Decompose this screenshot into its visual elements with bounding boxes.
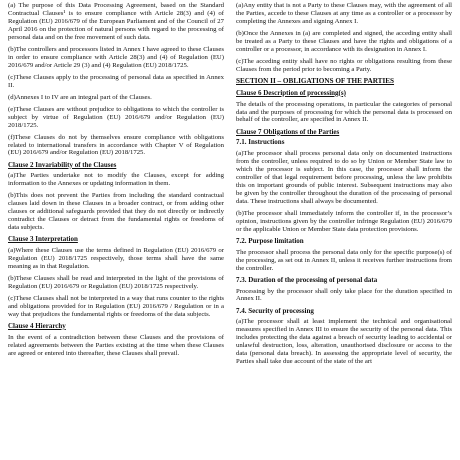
paragraph: (a)The processor shall process personal data only on documented instructions from the controller, unless required to do so by Union or Member State law to which the processor is subject. In this case, the processor shall inform the controller of that legal requirement before processing, unless the law prohibits this on important grounds of public interest. Subsequent instructions may also be given by the controller throughout the duration of the processing of personal data. These instructions shall always be documented. xyxy=(236,150,452,205)
subclause-heading: 7.2. Purpose limitation xyxy=(236,236,304,245)
section-heading: SECTION II – OBLIGATIONS OF THE PARTIES xyxy=(236,76,395,85)
paragraph: (b)The processor shall immediately inform the controller if, in the processor’s opinion, instructions given by the controller infringe Regulation (EU) 2016/679 or the applicable Union or Member State data protection provisions. xyxy=(236,209,452,233)
paragraph: (c)These Clauses shall not be interpreted in a way that runs counter to the rights and obligations provided for in Regulation (EU) 2016/679 / Regulation or in a way that prejudices the fundamental rights or freedoms of the data subjects. xyxy=(8,294,224,318)
clause-heading: Clause 4 Hierarchy xyxy=(8,321,66,330)
paragraph: (c)The acceding entity shall have no rights or obligations resulting from these Clauses from the period prior to becoming a Party. xyxy=(236,57,452,73)
subclause-heading: 7.1. Instructions xyxy=(236,138,285,147)
paragraph: In the event of a contradiction between these Clauses and the provisions of related agreements between the Parties existing at the time when these Clauses are agreed or entered into thereafter, these Clauses shall prevail. xyxy=(8,333,224,357)
paragraph: (b)The controllers and processors listed in Annex I have agreed to these Clauses in order to ensure compliance with Article 28(3) and (4) of Regulation (EU) 2016/679 and/or Article 29 (3) and (4) Regulation (EU) 2018/1725. xyxy=(8,45,224,69)
right-column xyxy=(236,2,452,460)
paragraph: (a)Where these Clauses use the terms defined in Regulation (EU) 2016/679 or Regulation (EU) 2018/1725 respectively, those terms shall have the same meaning as in that Regulation. xyxy=(8,247,224,270)
left-column xyxy=(8,2,224,460)
paragraph: (a) The purpose of this Data Processing Agreement, based on the Standard Contractual Clauses¹ is to ensure compliance with Article 28(3) and (4) of Regulation (EU) 2016/679 of the European Parliament and of the Council of 27 April 2016 on the protection of natural persons with regard to the processing of personal data and on the free movement of such data. xyxy=(8,2,224,41)
paragraph: (a)The processor shall at least implement the technical and organisational measures specified in Annex III to ensure the security of the personal data. This includes protecting the data against a breach of security leading to accidental or unlawful destruction, loss, alteration, unauthorised disclosure or access to the data (personal data breach). In assessing the appropriate level of security, the Parties shall take due account of the state of the art xyxy=(236,318,452,365)
paragraph: (b)These Clauses shall be read and interpreted in the light of the provisions of Regulation (EU) 2016/679 or Regulation (EU) 2018/1725 respectively. xyxy=(8,274,224,290)
paragraph: The processor shall process the personal data only for the specific purpose(s) of the processing, as set out in Annex II, unless it receives further instructions from the controller. xyxy=(236,248,452,272)
clause-heading: Clause 2 Invariability of the Clauses xyxy=(8,160,117,169)
paragraph: (f)These Clauses do not by themselves ensure compliance with obligations related to international transfers in accordance with Chapter V of Regulation (EU) 2016/679 and/or Regulation (EU) 2018/1725. xyxy=(8,133,224,157)
paragraph: (e)These Clauses are without prejudice to obligations to which the controller is subject by virtue of Regulation (EU) 2016/679 and/or Regulation (EU) 2018/1725. xyxy=(8,105,224,129)
paragraph: Processing by the processor shall only take place for the duration specified in Annex II. xyxy=(236,287,452,303)
paragraph: (d)Annexes I to IV are an integral part of the Clauses. xyxy=(8,93,152,101)
paragraph: (b)Once the Annexes in (a) are completed and signed, the acceding entity shall be treated as a Party to these Clauses and have the rights and obligations of a controller or a processor, in accordance with its designation in Annex I. xyxy=(236,29,452,53)
subclause-heading: 7.3. Duration of the processing of personal data xyxy=(236,275,378,284)
clause-heading: Clause 7 Obligations of the Parties xyxy=(236,127,340,136)
paragraph: (a)Any entity that is not a Party to these Clauses may, with the agreement of all the Parties, accede to these Clauses at any time as a controller or a processor by completing the Annexes and signing Annex I. xyxy=(236,2,452,25)
subclause-heading: 7.4. Security of processing xyxy=(236,306,314,315)
paragraph: The details of the processing operations, in particular the categories of personal data and the purposes of processing for which the personal data is processed on behalf of the controller, are specified in Annex II. xyxy=(236,100,452,124)
paragraph: (a)The Parties undertake not to modify the Clauses, except for adding information to the Annexes or updating information in them. xyxy=(8,172,224,188)
paragraph: (b)This does not prevent the Parties from including the standard contractual clauses laid down in these Clauses in a broader contract, or from adding other clauses or additional safeguards provided that they do not directly or indirectly contradict the Clauses or detract from the fundamental rights or freedoms of data subjects. xyxy=(8,192,224,232)
paragraph: (c)These Clauses apply to the processing of personal data as specified in Annex II. xyxy=(8,73,224,89)
clause-heading: Clause 6 Description of processing(s) xyxy=(236,88,346,97)
clause-heading: Clause 3 Interpretation xyxy=(8,235,78,244)
